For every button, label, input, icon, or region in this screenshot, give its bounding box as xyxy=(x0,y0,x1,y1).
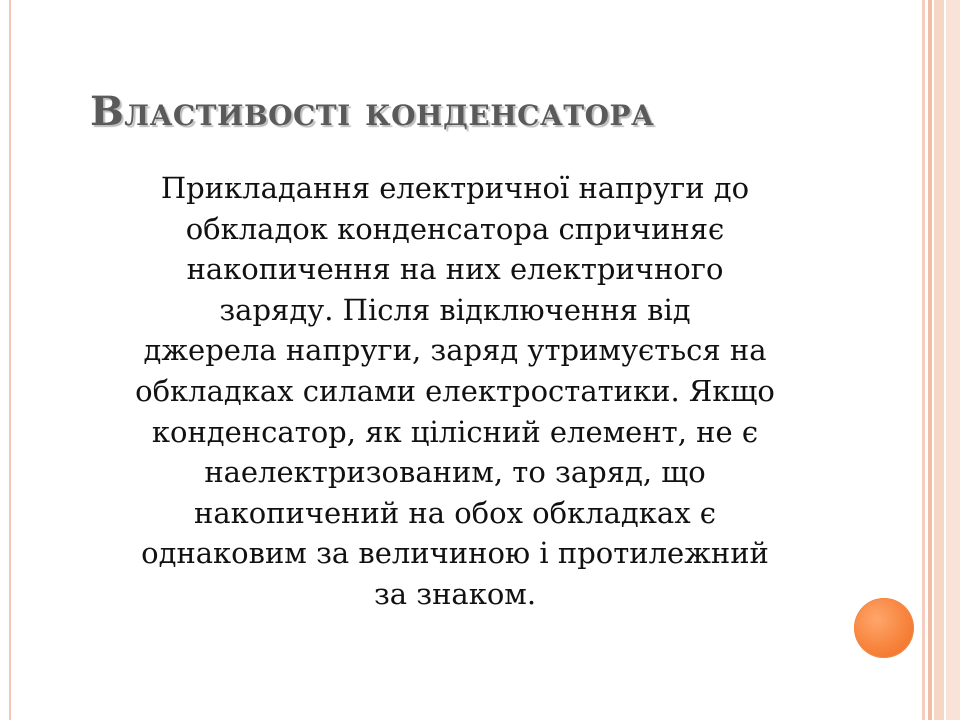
slide-title: Властивості конденсатора xyxy=(90,88,655,135)
body-line: конденсатор, як цілісний елемент, не є xyxy=(151,414,759,449)
right-stripe-2 xyxy=(928,0,932,720)
body-line: заряду. Після відключення від xyxy=(219,292,691,327)
body-line: однаковим за величиною і протилежний xyxy=(141,536,769,571)
orange-circle-decoration xyxy=(854,598,914,658)
body-line: джерела напруги, заряд утримується на xyxy=(143,333,767,368)
left-frame-line xyxy=(9,0,11,720)
body-line: наелектризованим, то заряд, що xyxy=(204,455,706,490)
slide-body-text xyxy=(55,168,855,615)
body-line: за знаком. xyxy=(373,576,537,611)
body-line: обкладок конденсатора спричиняє xyxy=(185,211,725,246)
right-stripe-3 xyxy=(934,0,944,720)
right-stripe-4 xyxy=(946,0,960,720)
body-line: обкладках силами електростатики. Якщо xyxy=(135,373,775,408)
body-line: накопичення на них електричного xyxy=(186,252,724,287)
body-line: накопичений на обох обкладках є xyxy=(193,495,717,530)
body-line: Прикладання електричної напруги до xyxy=(160,171,750,205)
right-stripe-1 xyxy=(922,0,925,720)
